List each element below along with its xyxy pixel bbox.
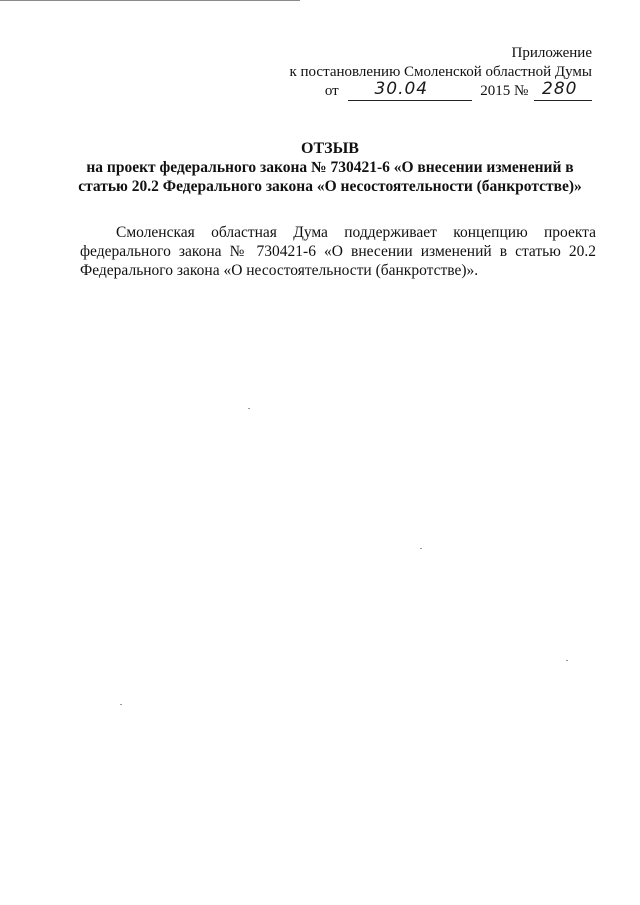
scan-speck <box>120 704 122 705</box>
date-prefix: от <box>324 83 339 99</box>
year-number-label: 2015 № <box>480 83 529 99</box>
scan-speck <box>248 408 250 409</box>
document-title <box>70 139 590 196</box>
handwritten-date: 30.04 <box>374 79 429 99</box>
appendix-header <box>289 44 592 101</box>
date-number-line <box>289 79 592 101</box>
scan-edge-line <box>0 0 300 1</box>
number-fill-line <box>534 79 592 101</box>
scan-speck <box>420 548 422 549</box>
body-paragraph: Смоленская областная Дума поддерживает концепцию проекта федерального закона № 730421-6 «О внесении изменений в статью 20.2 Федерального закона «О несостоятельности (банкротстве)». <box>80 224 596 279</box>
scan-speck <box>566 660 568 661</box>
date-fill-line <box>348 79 472 101</box>
appendix-label: Приложение <box>511 45 592 61</box>
resolution-line: к постановлению Смоленской областной Думы <box>289 64 592 80</box>
handwritten-number: 280 <box>542 79 578 99</box>
title-line-1: на проект федерального закона № 730421-6 «О внесении изменений в <box>86 159 574 176</box>
title-heading: ОТЗЫВ <box>301 140 359 157</box>
title-line-2: статью 20.2 Федерального закона «О несостоятельности (банкротстве)» <box>78 178 582 195</box>
